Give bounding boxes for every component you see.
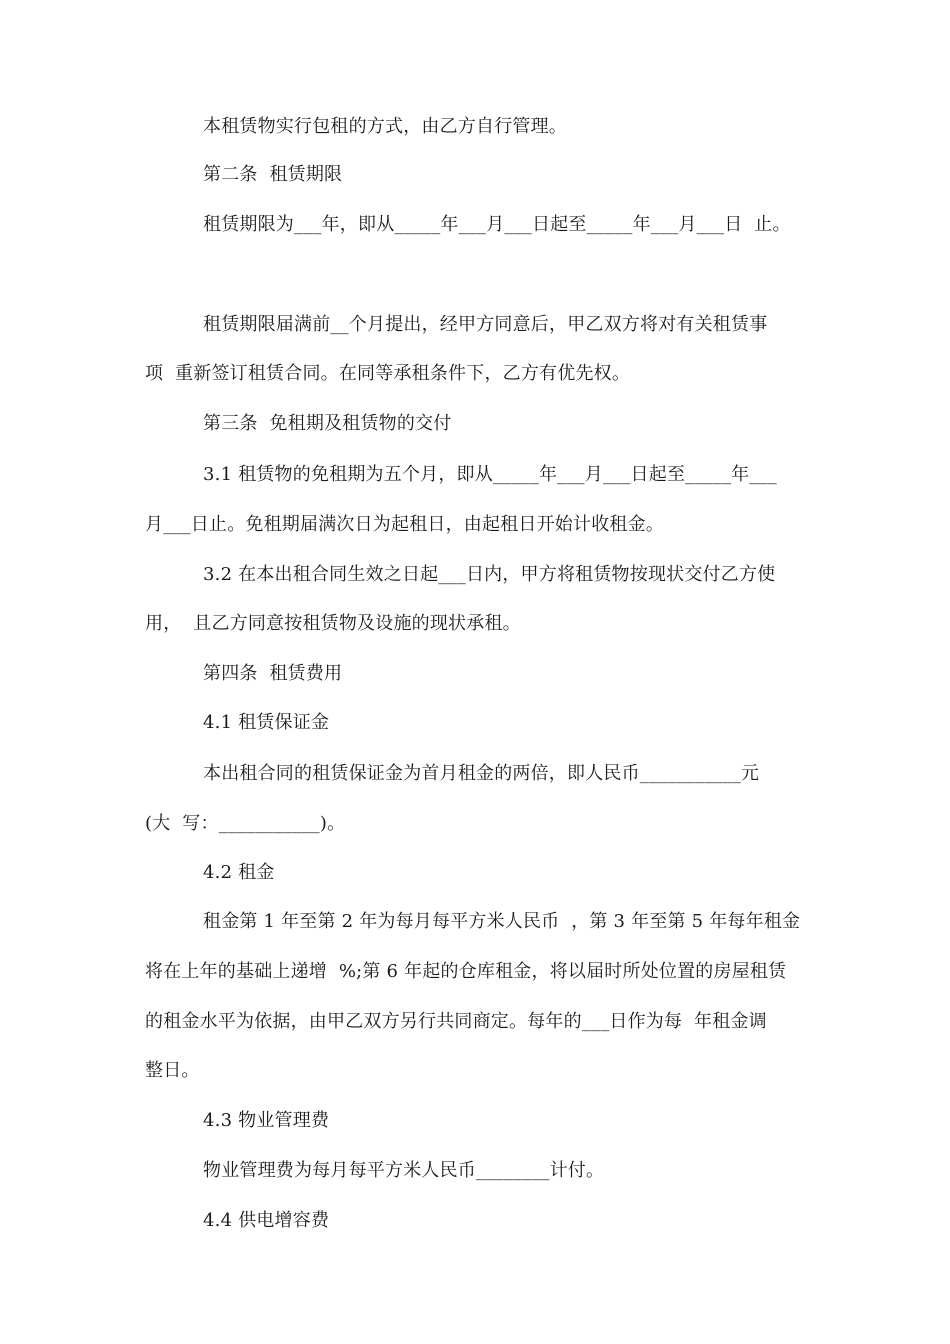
clause-4-2-line-2: 将在上年的基础上递增 %;第 6 年起的仓库租金，将以届时所处位置的房屋租赁 xyxy=(145,961,787,982)
clause-3-1-line-1: 3.1 租赁物的免租期为五个月，即从_____年___月___日起至_____年___ xyxy=(203,464,777,485)
clause-4-3: 物业管理费为每月每平方米人民币________计付。 xyxy=(203,1160,605,1181)
clause-4-1-line-1: 本出租合同的租赁保证金为首月租金的两倍，即人民币___________元 xyxy=(203,763,760,784)
heading-article-3: 第三条 免租期及租赁物的交付 xyxy=(203,413,452,434)
heading-article-2: 第二条 租赁期限 xyxy=(203,164,343,185)
clause-4-2-line-3: 的租金水平为依据，由甲乙双方另行共同商定。每年的___日作为每 年租金调 xyxy=(145,1011,767,1032)
paragraph-subletting: 本租赁物实行包租的方式，由乙方自行管理。 xyxy=(203,116,567,137)
clause-3-2-line-2: 用， 且乙方同意按租赁物及设施的现状承租。 xyxy=(145,613,521,634)
clause-4-2-line-1: 租金第 1 年至第 2 年为每月每平方米人民币 ，第 3 年至第 5 年每年租金 xyxy=(203,911,801,932)
heading-4-4: 4.4 供电增容费 xyxy=(203,1210,330,1231)
heading-4-2: 4.2 租金 xyxy=(203,862,275,883)
clause-4-1-line-2: (大 写：___________)。 xyxy=(145,813,346,834)
heading-4-1: 4.1 租赁保证金 xyxy=(203,712,330,733)
heading-4-3: 4.3 物业管理费 xyxy=(203,1110,330,1131)
heading-article-4: 第四条 租赁费用 xyxy=(203,663,343,684)
clause-3-1-line-2: 月___日止。免租期届满次日为起租日，由起租日开始计收租金。 xyxy=(145,514,664,535)
paragraph-lease-term: 租赁期限为___年，即从_____年___月___日起至_____年___月___日 止。 xyxy=(203,214,791,235)
paragraph-renewal-line-2: 项 重新签订租赁合同。在同等承租条件下，乙方有优先权。 xyxy=(145,363,631,384)
clause-3-2-line-1: 3.2 在本出租合同生效之日起___日内，甲方将租赁物按现状交付乙方使 xyxy=(203,564,776,585)
clause-4-2-line-4: 整日。 xyxy=(145,1060,200,1081)
paragraph-renewal-line-1: 租赁期限届满前__个月提出，经甲方同意后，甲乙双方将对有关租赁事 xyxy=(203,314,768,335)
